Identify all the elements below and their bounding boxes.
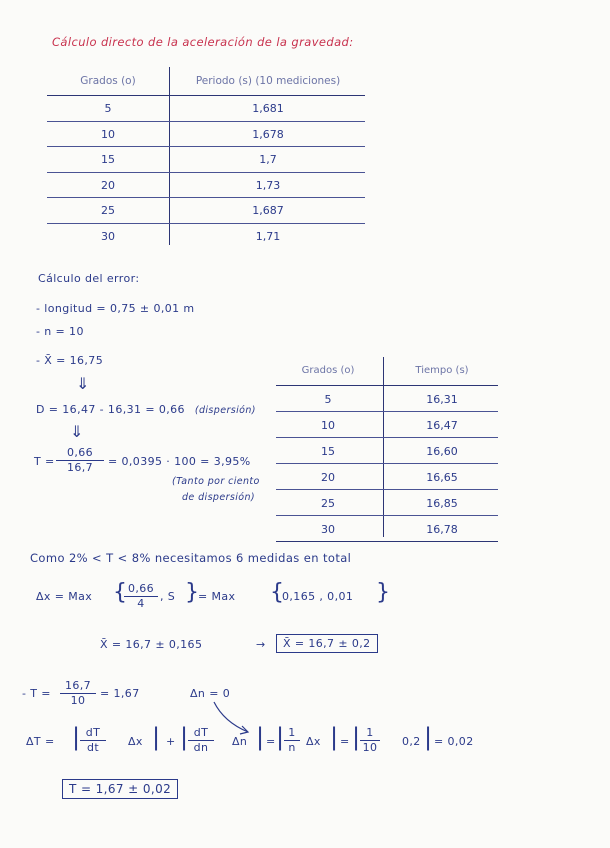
- period-fraction-denominator: 10: [70, 694, 86, 707]
- t-fraction-denominator: 16,7: [66, 461, 94, 474]
- deltaT-eq1: =: [266, 735, 276, 748]
- deltaT-term3: Δx: [306, 735, 321, 748]
- cell-degrees: 25: [321, 497, 335, 510]
- cell-period: 1,678: [252, 127, 284, 141]
- derivative-denominator: dn: [193, 741, 209, 754]
- brace-left-icon: {: [270, 580, 285, 605]
- xbar-value: X̄ = 16,7 ± 0,165: [100, 638, 203, 651]
- conclusion-text: Como 2% < T < 8% necesitamos 6 medidas en total: [30, 551, 352, 565]
- table-row: [47, 224, 365, 249]
- table-row: [276, 412, 498, 438]
- abs-bar: |: [256, 723, 265, 751]
- cell-time: 16,78: [426, 523, 458, 536]
- final-answer-box: T = 1,67 ± 0,02: [62, 779, 178, 799]
- deltaT-eq2: =: [340, 735, 350, 748]
- delta-n-note: Δn = 0: [190, 687, 231, 700]
- period-result: = 1,67: [100, 687, 140, 700]
- table-row: [47, 198, 365, 224]
- t-fraction-numerator: 0,66: [56, 446, 104, 461]
- cell-time: 16,85: [426, 497, 458, 510]
- brace-right-icon: }: [376, 580, 391, 605]
- deltaT-term1: Δx: [128, 735, 143, 748]
- table-row: [276, 386, 498, 412]
- table-row: [47, 147, 365, 173]
- arrow-down-icon: ⇓: [76, 374, 90, 393]
- cell-degrees: 20: [101, 178, 115, 192]
- cell-degrees: 15: [101, 153, 115, 166]
- cell-degrees: 5: [104, 102, 112, 115]
- dx-fraction-numerator: 0,66: [124, 582, 158, 597]
- cell-period: 1,73: [255, 178, 281, 192]
- arrow-down-icon: ⇓: [70, 422, 84, 441]
- header-degrees: Grados (o): [301, 365, 355, 376]
- cell-degrees: 15: [321, 445, 335, 458]
- mean-item: - X̄ = 16,75: [36, 354, 104, 367]
- fraction-numerator: 1: [360, 726, 380, 741]
- arrow-right-icon: →: [256, 638, 266, 651]
- fraction-denominator: n: [288, 741, 296, 754]
- length-item: - longitud = 0,75 ± 0,01 m: [36, 302, 195, 315]
- xbar-boxed-result: X̄ = 16,7 ± 0,2: [276, 634, 378, 653]
- abs-bar: |: [424, 723, 433, 751]
- header-period: Periodo (s) (10 mediciones): [195, 75, 341, 87]
- error-heading: Cálculo del error:: [38, 272, 140, 285]
- table-row: [47, 96, 365, 122]
- abs-bar: |: [72, 723, 81, 751]
- t-result: = 0,0395 · 100 = 3,95%: [108, 455, 251, 468]
- fraction-1-n: [284, 726, 300, 755]
- cell-period: 1,7: [259, 153, 277, 166]
- table-row: [276, 516, 498, 542]
- dispersion-line: [36, 403, 256, 416]
- dispersion-note: (dispersión): [194, 405, 256, 416]
- n-item: - n = 10: [36, 325, 84, 338]
- derivative-dT-dt: [80, 726, 106, 755]
- period-prefix: - T =: [22, 687, 51, 700]
- derivative-numerator: dT: [188, 726, 214, 741]
- deltaT-prefix: ΔT =: [26, 735, 55, 748]
- cell-degrees: 25: [101, 204, 115, 217]
- brace-left-icon: {: [113, 580, 128, 605]
- table-header-row: [47, 67, 365, 96]
- dx-fraction-denominator: 4: [137, 597, 145, 610]
- abs-bar: |: [180, 723, 189, 751]
- cell-period: 1,687: [252, 204, 284, 217]
- abs-bar: |: [276, 723, 285, 751]
- dx-s-term: , S: [160, 590, 176, 603]
- dx-max: = Max: [198, 590, 236, 603]
- fraction-1-10: [360, 726, 380, 755]
- table-row: [47, 122, 365, 148]
- cell-time: 16,47: [426, 419, 458, 432]
- table-row: [276, 464, 498, 490]
- deltaT-term4: 0,2: [402, 735, 421, 748]
- cell-degrees: 30: [101, 229, 115, 243]
- cell-degrees: 20: [321, 471, 335, 484]
- cell-period: 1,71: [255, 229, 281, 243]
- table-header-row: [276, 357, 498, 386]
- cell-period: 1,681: [252, 102, 284, 115]
- time-table: [276, 357, 498, 542]
- dx-prefix: Δx = Max: [36, 590, 93, 603]
- table-row: [47, 173, 365, 199]
- abs-bar: |: [352, 723, 361, 751]
- cell-degrees: 10: [101, 127, 115, 141]
- cell-time: 16,60: [426, 445, 458, 458]
- cell-time: 16,31: [426, 393, 458, 406]
- t-note-line1: (Tanto por ciento: [172, 476, 260, 487]
- cell-degrees: 30: [321, 523, 335, 536]
- cell-degrees: 10: [321, 419, 335, 432]
- t-note-line2: de dispersión): [182, 492, 256, 503]
- cell-degrees: 5: [324, 393, 332, 406]
- fraction-numerator: 1: [284, 726, 300, 741]
- brace-right-icon: }: [185, 580, 200, 605]
- t-prefix: T =: [34, 455, 55, 468]
- derivative-numerator: dT: [80, 726, 106, 741]
- dx-fraction: [124, 582, 158, 611]
- dx-set: 0,165 , 0,01: [282, 590, 354, 603]
- fraction-denominator: 10: [362, 741, 378, 754]
- deltaT-result: = 0,02: [434, 735, 474, 748]
- cell-time: 16,65: [426, 471, 458, 484]
- t-fraction: [56, 446, 104, 475]
- period-fraction-numerator: 16,7: [60, 679, 96, 694]
- derivative-dT-dn: [188, 726, 214, 755]
- deltaT-term2: Δn: [232, 735, 248, 748]
- deltaT-plus: +: [166, 735, 176, 748]
- table-row: [276, 438, 498, 464]
- header-degrees: Grados (o): [80, 75, 136, 87]
- page-title: Cálculo directo de la aceleración de la gravedad:: [52, 35, 354, 49]
- derivative-denominator: dt: [86, 741, 100, 754]
- dispersion-formula: D = 16,47 - 16,31 = 0,66: [36, 403, 185, 416]
- abs-bar: |: [152, 723, 161, 751]
- header-time: Tiempo (s): [415, 365, 469, 376]
- table-row: [276, 490, 498, 516]
- period-table: [47, 67, 365, 248]
- abs-bar: |: [330, 723, 339, 751]
- period-fraction: [60, 679, 96, 708]
